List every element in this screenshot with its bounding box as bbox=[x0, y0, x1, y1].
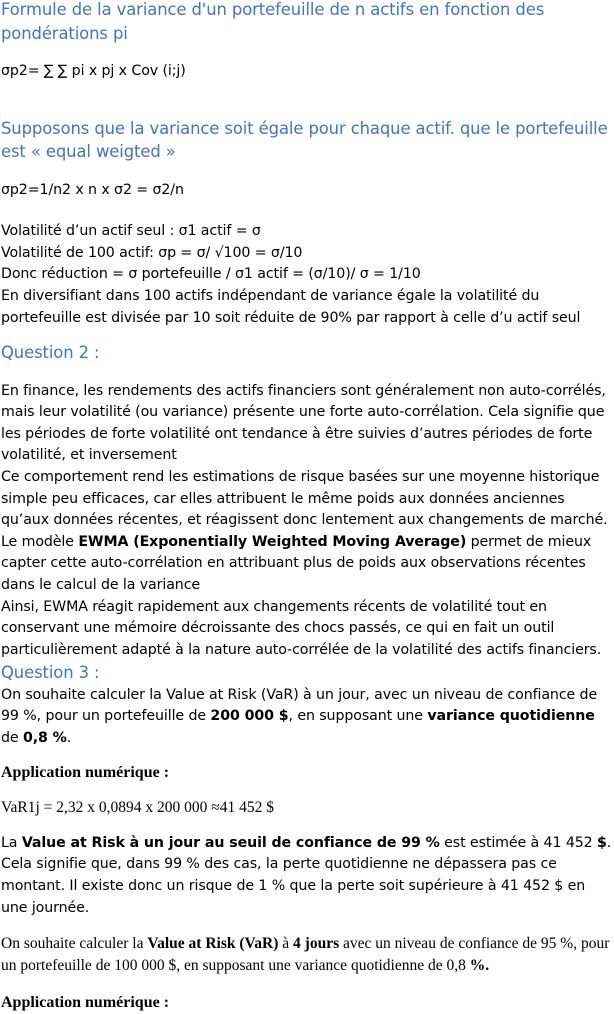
question-2-title: Question 2 : bbox=[1, 343, 100, 363]
question-3-title: Question 3 : bbox=[1, 663, 100, 683]
section-title-portfolio-variance: Formule de la variance d'un portefeuille de n actifs en fonction des pondérations pi bbox=[1, 0, 545, 43]
percent-bold: %. bbox=[469, 956, 490, 974]
intro-text-g: . bbox=[66, 730, 72, 747]
ewma-intro-text: Le modèle bbox=[1, 533, 79, 550]
reduction-ratio: Donc réduction = σ portefeuille / σ1 actif = (σ/10)/ σ = 1/10 bbox=[1, 266, 421, 283]
var-1-day-calculation: VaR1j = 2,32 x 0,0894 x 200 000 ≈41 452 $ bbox=[1, 799, 274, 817]
question-3-intro bbox=[1, 685, 614, 750]
question-2-paragraph-2: Ce comportement rend les estimations de risque basées sur une moyenne historique simple peu efficaces, car elles attribuent le même poids aux données anciennes qu’aux données récentes, et réagissent donc lentement aux changements de marché. bbox=[1, 469, 608, 529]
daily-variance-value: 0,8 % bbox=[22, 730, 67, 747]
q2-text-a: On souhaite calculer la bbox=[1, 935, 148, 953]
ewma-description: permet de mieux capter cette auto-corrélation en attribuant plus de poids aux observations récentes dans le calcul de la variance bbox=[1, 533, 592, 593]
numerical-application-title-2: Application numérique : bbox=[1, 994, 170, 1012]
four-days-bold: 4 jours bbox=[293, 935, 340, 953]
result-text-a: La bbox=[1, 834, 22, 851]
intro-text-c: , en supposant une bbox=[288, 708, 428, 725]
intro-text-e: de bbox=[1, 730, 23, 747]
portfolio-variance-formula: σp2= ∑ ∑ pi x pj x Cov (i;j) bbox=[1, 63, 186, 79]
diversification-conclusion: En diversifiant dans 100 actifs indépendant de variance égale la volatilité du portefeuille est divisée par 10 soit réduite de 90% par rapport à celle d’u actif seul bbox=[1, 287, 581, 326]
result-text-c: est estimée à 41 452 bbox=[439, 834, 598, 851]
section-title-equal-weighted: Supposons que la variance soit égale pour chaque actif. que le portefeuille est « equal weigted » bbox=[1, 118, 608, 162]
portfolio-amount: 200 000 $ bbox=[210, 708, 289, 725]
ewma-term: EWMA (Exponentially Weighted Moving Average) bbox=[78, 533, 467, 550]
q2-text-c: à bbox=[278, 935, 294, 953]
var-1-day-result bbox=[1, 833, 614, 919]
q2-text-e: avec un niveau de confiance de 95 %, pour un portefeuille de 100 000 $, en supposant une variance quotidienne de 0,8 bbox=[1, 935, 610, 974]
intro-text-a: On souhaite calculer la Value at Risk (VaR) à un jour, avec un niveau de confiance de 99 %, pour un portefeuille de bbox=[1, 686, 598, 725]
question-2-paragraph-3 bbox=[1, 532, 614, 597]
dollar-sign-bold: $ bbox=[597, 834, 607, 851]
var-definition-bold: Value at Risk à un jour au seuil de confiance de 99 % bbox=[21, 834, 440, 851]
equal-weighted-formula: σp2=1/n2 x n x σ2 = σ2/n bbox=[1, 181, 184, 198]
volatility-single-asset: Volatilité d’un actif seul : σ1 actif = σ bbox=[1, 223, 261, 240]
question-2-paragraph-4: Ainsi, EWMA réagit rapidement aux changements récents de volatilité tout en conservant une mémoire décroissante des chocs passés, ce qui en fait un outil particulièrement adapté à la nature auto-corrélée de la volatilité des actifs financiers. bbox=[1, 598, 602, 658]
var-term-bold: Value at Risk (VaR) bbox=[147, 935, 279, 953]
numerical-application-title: Application numérique : bbox=[1, 763, 170, 781]
question-2-paragraph-1: En finance, les rendements des actifs financiers sont généralement non auto-corrélés, mais leur volatilité (ou variance) présente une forte auto-corrélation. Cela signifie que les périodes de forte volatilité ont tendance à être suivies d’autres périodes de forte volatilité, et inversement bbox=[1, 382, 606, 464]
volatility-100-assets: Volatilité de 100 actif: σp = σ/ √100 = σ/10 bbox=[1, 244, 303, 261]
var-4-day-question bbox=[1, 933, 614, 976]
result-text-e: . Cela signifie que, dans 99 % des cas, la perte quotidienne ne dépassera pas ce montant. Il existe donc un risque de 1 % que la perte soit supérieure à 41 452 $ en une journée. bbox=[1, 834, 612, 916]
daily-variance-term: variance quotidienne bbox=[427, 708, 595, 725]
